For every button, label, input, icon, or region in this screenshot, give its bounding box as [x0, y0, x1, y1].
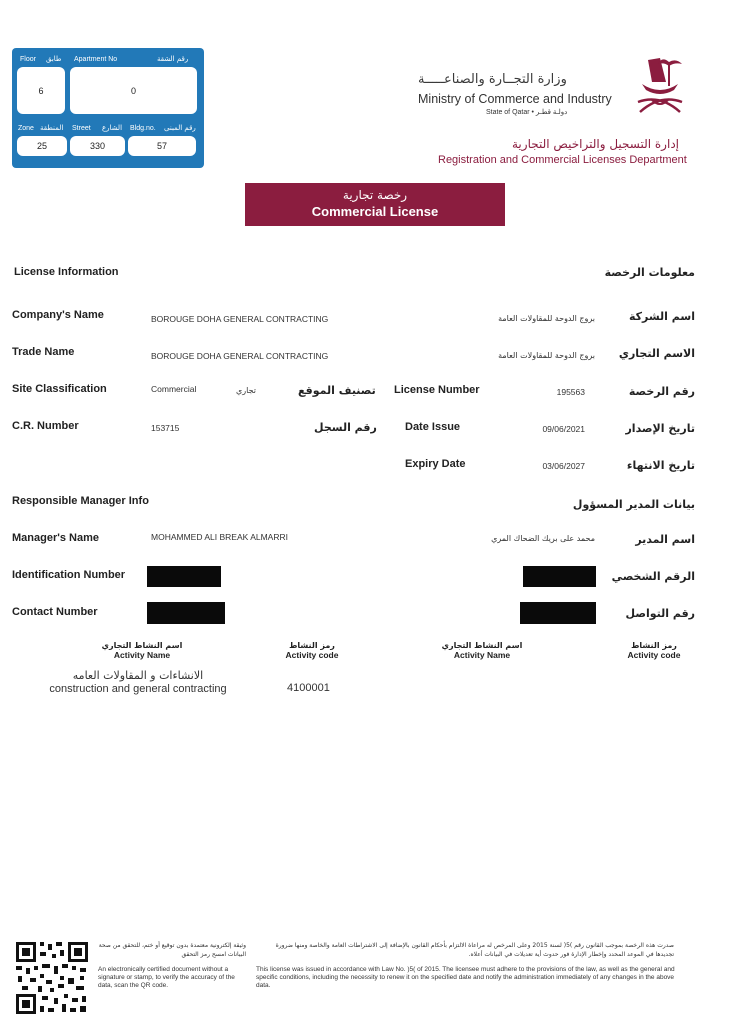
activity-name-header-ar: اسم النشاط التجاري [441, 641, 523, 650]
department-name-ar: إدارة التسجيل والتراخيص التجارية [512, 137, 679, 151]
activity-name-header-en: Activity Name [453, 650, 511, 660]
trade-name-value: BOROUGE DOHA GENERAL CONTRACTING [151, 351, 329, 361]
street-label-ar: الشارع [102, 124, 123, 132]
floor-label-ar: طابق [46, 55, 62, 63]
apartment-label-ar: رقم الشقة [157, 55, 189, 63]
manager-name-label: Manager's Name [12, 532, 99, 544]
manager-name-label-ar: اسم المدير [635, 533, 695, 546]
manager-info-title: Responsible Manager Info [12, 495, 149, 507]
expiry-date-value: 03/06/2027 [542, 461, 585, 471]
cr-number-label: C.R. Number [12, 420, 79, 432]
license-info-title-ar: معلومات الرخصة [604, 266, 695, 279]
bldg-value: 57 [128, 136, 196, 156]
identification-number-label: Identification Number [12, 569, 126, 581]
trade-name-value-ar: بروج الدوحة للمقاولات العامة [498, 351, 595, 360]
activity-code-header-2 [606, 641, 702, 660]
trade-name-label: Trade Name [12, 346, 75, 358]
banner-title-en: Commercial License [311, 204, 439, 219]
site-classification-value: Commercial [151, 384, 197, 394]
contact-number-label-ar: رقم التواصل [625, 607, 695, 620]
street-value: 330 [70, 136, 125, 156]
manager-name-value: MOHAMMED ALI BREAK ALMARRI [151, 532, 288, 542]
law-note-en: This license was issued in accordance with Law No. )5( of 2015. The licensee must adhere to the provisions of the law, as well as the general and specific conditions, including the necessity to renew it on the specified date and notify the administration immediately of any changes in the above data. [256, 966, 675, 989]
activity-code-header-ar: رمز النشاط [289, 641, 335, 650]
law-note-ar: صدرت هذه الرخصة بموجب القانون رقم )5( لسنة 2015 وعلى المرخص له مراعاة الالتزام بأحكام القانون بالإضافة إلى الاشتراطات العامة والخاصة ومنها ضرورة تجديدها في الموعد المحدد وإخطار الإدارة فور حدوث أية تعديلات في البيانات أعلاه. [275, 942, 674, 958]
license-number-value: 195563 [556, 387, 585, 397]
certified-note-ar: وثيقة إلكترونية معتمدة بدون توقيع أو ختم، للتحقق من صحة البيانات امسح رمز التحقق [98, 942, 246, 958]
activity-name-header-1 [80, 641, 204, 660]
activity-code-value: 4100001 [287, 682, 330, 694]
company-name-label: Company's Name [12, 309, 104, 321]
contact-number-ar-redacted [520, 602, 596, 624]
zone-value: 25 [17, 136, 67, 156]
activity-name-header-ar: اسم النشاط التجاري [101, 641, 183, 650]
trade-name-label-ar: الاسم التجاري [618, 347, 695, 360]
qr-code-icon[interactable] [14, 940, 90, 1016]
license-info-title: License Information [14, 266, 119, 278]
date-issue-value: 09/06/2021 [542, 424, 585, 434]
activity-code-header-en: Activity code [285, 650, 339, 660]
site-classification-label-ar: تصنيف الموقع [298, 384, 376, 397]
activity-code-header-1 [264, 641, 360, 660]
state-of-qatar: State of Qatar • دولـة قطـر [486, 109, 568, 116]
street-label-en: Street [72, 125, 91, 132]
banner-title-ar: رخصة تجارية [342, 188, 408, 202]
site-classification-value-ar: تجاري [236, 386, 256, 395]
apartment-value: 0 [70, 67, 197, 114]
bldg-label-ar: رقم المبنى [164, 124, 196, 132]
ministry-emblem-icon [630, 52, 690, 122]
company-name-value-ar: بروج الدوحة للمقاولات العامة [498, 314, 595, 323]
expiry-date-label: Expiry Date [405, 458, 466, 470]
zone-label-en: Zone [18, 125, 34, 132]
identification-number-ar-redacted [523, 566, 596, 587]
contact-number-redacted [147, 602, 225, 624]
manager-name-value-ar: محمد على بريك الضحاك المري [491, 534, 595, 543]
address-card [12, 48, 204, 168]
date-issue-label-ar: تاريخ الإصدار [625, 422, 695, 435]
company-name-value: BOROUGE DOHA GENERAL CONTRACTING [151, 314, 329, 324]
cr-number-label-ar: رقم السجل [314, 421, 377, 434]
activity-code-header-ar: رمز النشاط [631, 641, 677, 650]
date-issue-label: Date Issue [405, 421, 461, 433]
manager-info-title-ar: بيانات المدير المسؤول [572, 498, 695, 511]
ministry-name-en: Ministry of Commerce and Industry [418, 92, 612, 106]
identification-number-redacted [147, 566, 221, 587]
activity-name-ar: الانشاءات و المقاولات العامه [72, 669, 204, 682]
zone-label-ar: المنطقة [40, 124, 64, 132]
apartment-label-en: Apartment No [74, 56, 118, 63]
activity-name-header-en: Activity Name [113, 650, 171, 660]
contact-number-label: Contact Number [12, 606, 98, 618]
activity-code-header-en: Activity code [627, 650, 681, 660]
activity-name-header-2 [420, 641, 544, 660]
expiry-date-label-ar: تاريخ الانتهاء [626, 459, 695, 472]
license-number-label: License Number [394, 384, 480, 396]
department-name-en: Registration and Commercial Licenses Department [438, 154, 687, 166]
certified-note-en: An electronically certified document without a signature or stamp, to verify the accuracy of the data, scan the QR code. [98, 966, 235, 989]
bldg-label-en: Bldg.no. [130, 125, 156, 132]
ministry-name-ar: وزارة التجــارة والصناعـــــة [418, 72, 567, 87]
floor-label-en: Floor [20, 56, 36, 63]
license-number-label-ar: رقم الرخصة [628, 385, 695, 398]
commercial-license-banner [245, 183, 505, 226]
activity-row [40, 669, 236, 695]
company-name-label-ar: اسم الشركة [628, 310, 695, 323]
floor-value: 6 [17, 67, 65, 114]
site-classification-label: Site Classification [12, 383, 107, 395]
activity-name-en: construction and general contracting [49, 683, 227, 695]
cr-number-value: 153715 [151, 423, 180, 433]
identification-number-label-ar: الرقم الشخصي [611, 570, 695, 583]
